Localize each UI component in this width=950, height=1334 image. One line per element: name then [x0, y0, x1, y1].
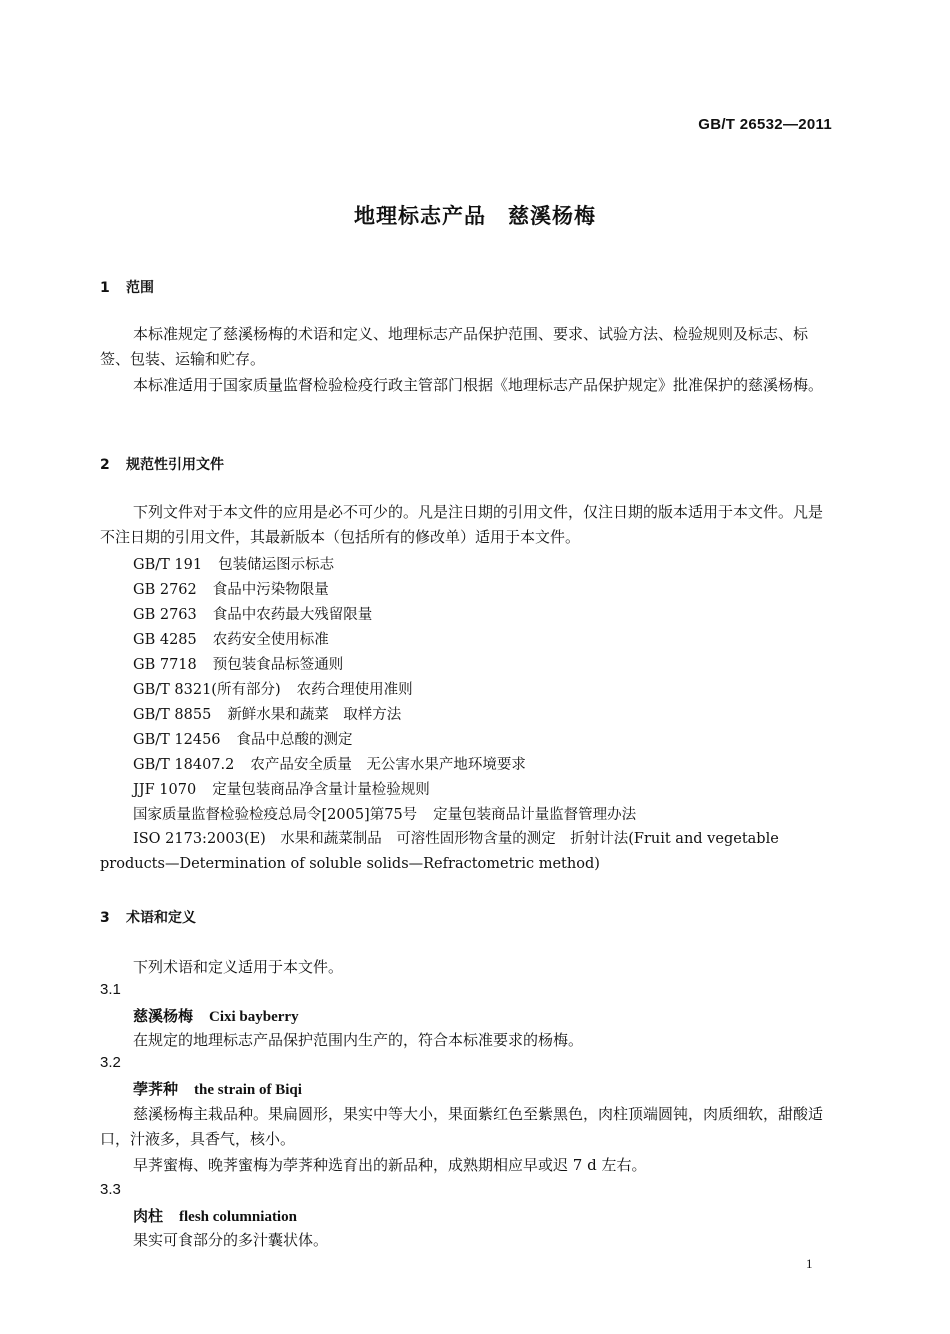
- section-title: 范围: [126, 280, 154, 296]
- reference-item-iso: ISO 2173:2003(E) 水果和蔬菜制品 可溶性固形物含量的测定 折射计法(Fruit and vegetable products—Determination of soluble solids—Refractometric method): [100, 831, 779, 872]
- reference-title: 食品中农药最大残留限量: [212, 607, 373, 623]
- reference-code: GB 7718: [133, 657, 197, 673]
- reference-title: 新鲜水果和蔬菜 取样方法: [227, 707, 402, 723]
- reference-title: 定量包装商品计量监督管理办法: [433, 807, 637, 823]
- section-2-heading: [100, 454, 224, 474]
- term-zh: 慈溪杨梅: [133, 1007, 194, 1025]
- section-3-heading: [100, 907, 196, 927]
- section-1-heading: [100, 277, 154, 297]
- reference-item: [133, 678, 413, 699]
- reference-title: 预包装食品标签通则: [212, 657, 344, 673]
- reference-item: [133, 703, 401, 724]
- section-number: 3: [100, 910, 110, 926]
- document-code: GB/T 26532—2011: [698, 116, 832, 133]
- section-title: 术语和定义: [126, 910, 196, 926]
- reference-title: 食品中污染物限量: [212, 582, 329, 598]
- reference-item: [133, 603, 372, 624]
- term-heading: [133, 1078, 302, 1099]
- reference-item: [133, 653, 343, 674]
- term-definition: 慈溪杨梅主栽品种。果扁圆形，果实中等大小，果面紫红色至紫黑色，肉柱顶端圆钝，肉质细软，甜酸适口，汁液多，具香气，核小。: [100, 1105, 824, 1148]
- reference-item: [133, 753, 526, 774]
- reference-code: GB/T 18407.2: [133, 757, 235, 773]
- section-1-paragraph-2: 本标准适用于国家质量监督检验检疫行政主管部门根据《地理标志产品保护规定》批准保护的慈溪杨梅。: [133, 376, 824, 394]
- reference-item: [133, 628, 329, 649]
- reference-item: [133, 778, 430, 799]
- reference-title: 包装储运图示标志: [218, 557, 335, 573]
- reference-code: GB/T 12456: [133, 732, 221, 748]
- reference-title: 农药安全使用标准: [212, 632, 329, 648]
- reference-code: GB/T 8855: [133, 707, 212, 723]
- term-definition: 果实可食部分的多汁囊状体。: [133, 1231, 329, 1249]
- reference-code: JJF 1070: [133, 782, 197, 798]
- document-title: 地理标志产品 慈溪杨梅: [354, 204, 596, 228]
- reference-title: 食品中总酸的测定: [236, 732, 353, 748]
- section-number: 2: [100, 457, 110, 473]
- section-3-intro: 下列术语和定义适用于本文件。: [133, 958, 344, 976]
- reference-code: GB 4285: [133, 632, 197, 648]
- reference-code: GB 2763: [133, 607, 197, 623]
- term-definition-note: 早荠蜜梅、晚荠蜜梅为荸荠种选育出的新品种，成熟期相应早或迟 7 d 左右。: [133, 1156, 647, 1174]
- reference-item: [133, 553, 334, 574]
- term-heading: [133, 1205, 297, 1226]
- clause-number: 3.3: [100, 1181, 121, 1198]
- reference-code: 国家质量监督检验检疫总局令[2005]第75号: [133, 807, 418, 823]
- reference-title: 农药合理使用准则: [296, 682, 413, 698]
- section-number: 1: [100, 280, 110, 296]
- clause-number: 3.2: [100, 1054, 121, 1071]
- term-en: the strain of Biqi: [194, 1082, 302, 1098]
- clause-number: 3.1: [100, 981, 121, 998]
- reference-item: [133, 803, 636, 824]
- term-en: flesh columniation: [179, 1209, 297, 1225]
- section-2-intro: 下列文件对于本文件的应用是必不可少的。凡是注日期的引用文件，仅注日期的版本适用于本文件。凡是不注日期的引用文件，其最新版本（包括所有的修改单）适用于本文件。: [100, 503, 824, 546]
- section-title: 规范性引用文件: [126, 457, 224, 473]
- reference-item: [133, 578, 329, 599]
- reference-title: 定量包装商品净含量计量检验规则: [212, 782, 430, 798]
- term-zh: 肉柱: [133, 1207, 164, 1225]
- term-en: Cixi bayberry: [209, 1009, 299, 1025]
- page-number: 1: [806, 1256, 813, 1271]
- term-zh: 荸荠种: [133, 1080, 179, 1098]
- section-1-paragraph-1: 本标准规定了慈溪杨梅的术语和定义、地理标志产品保护范围、要求、试验方法、检验规则及标志、标签、包装、运输和贮存。: [100, 325, 809, 368]
- term-definition: 在规定的地理标志产品保护范围内生产的，符合本标准要求的杨梅。: [133, 1031, 584, 1049]
- term-heading: [133, 1005, 299, 1026]
- reference-code: GB/T 191: [133, 557, 203, 573]
- reference-title: 农产品安全质量 无公害水果产地环境要求: [250, 757, 526, 773]
- reference-item: [133, 728, 353, 749]
- reference-code: GB/T 8321(所有部分): [133, 682, 281, 698]
- reference-code: GB 2762: [133, 582, 197, 598]
